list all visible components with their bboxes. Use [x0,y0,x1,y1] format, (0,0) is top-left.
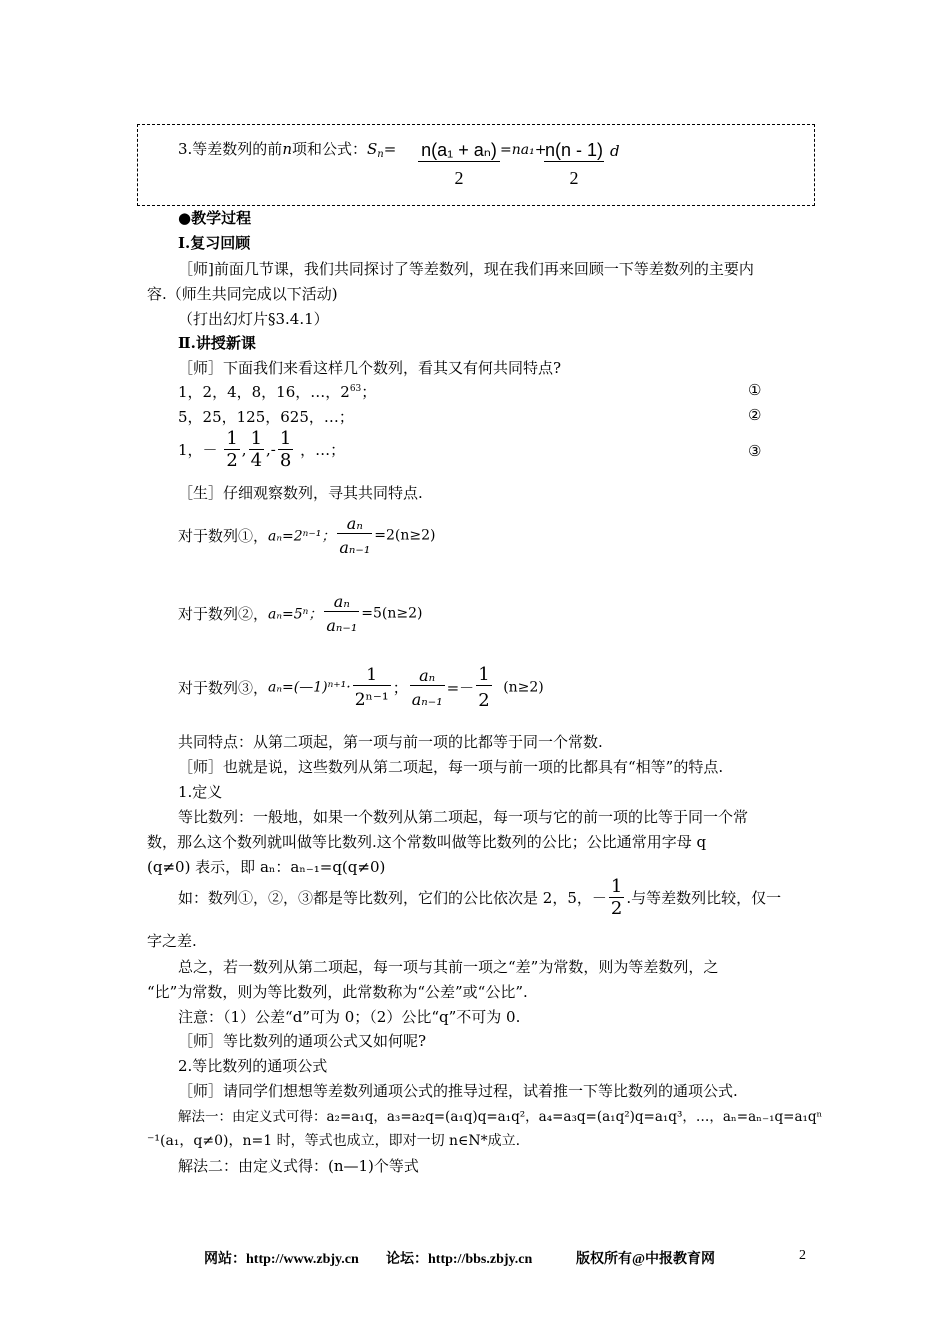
obs3-den: aₙ₋₁ [411,690,443,709]
example-line [178,876,781,919]
obs2-post: =5(n≥2) [361,605,423,622]
obs3-num: aₙ [410,666,445,686]
example-frac-den: 2 [610,898,623,919]
obs3-ratio [410,666,445,709]
obs3-fn: 1 [478,664,490,685]
seq1-exp: 63 [349,384,362,394]
solution-1-line-2: ⁻¹(a₁，q≠0)，n=1 时，等式也成立，即对一切 n∈N*成立. [147,1133,521,1149]
obs3-frac2 [476,664,491,711]
seq3-frac3 [278,428,293,471]
seq3-f2-num: 1 [250,428,263,449]
general-term-title: 2.等比数列的通项公式 [178,1057,328,1075]
example-text-b: .与等差数列比较，仅一 [626,889,782,907]
formula-label: 3.等差数列的前 [178,140,283,158]
formula-d: d [610,142,620,160]
footer-forum: 论坛：http://bbs.zbjy.cn [386,1252,533,1267]
seq3-f3-den: 8 [279,450,292,471]
seq3-f3-num: 1 [279,428,292,449]
observation-3 [178,664,544,711]
summary-p2: “比”为常数，则为等比数列，此常数称为“公差”或“公比”. [147,983,528,1001]
obs3-fd: 2 [478,690,490,711]
obs3-f1-den: 2ⁿ⁻¹ [354,690,389,710]
formula-eq: = [383,140,397,158]
obs2-formula: aₙ=5ⁿ； [268,606,323,623]
obs2-pre: 对于数列②， [178,605,269,623]
definition-p2: 数，那么这个数列就叫做等比数列.这个常数叫做等比数列的公比；公比通常用字母 q [147,833,707,851]
formula-S: S [367,140,378,158]
formula-n: n [282,140,292,158]
observation-1 [178,514,435,557]
solution-2: 解法二：由定义式得：(n—1)个等式 [178,1157,419,1175]
obs1-num: aₙ [337,514,372,534]
teacher-question-3: ［师］等比数列的通项公式又如何呢? [178,1032,427,1050]
obs3-frac1 [353,665,391,710]
heading-process: ●教学过程 [178,209,252,227]
obs3-f1-num: 1 [353,665,391,686]
footer-site: 网站：http://www.zbjy.cn [204,1252,359,1267]
example-line-2: 字之差. [147,932,197,950]
seq1-end: ； [361,383,377,401]
observation-2 [178,592,422,635]
formula-frac2 [544,140,604,189]
seq3-f1-den: 2 [226,450,238,471]
obs2-num: aₙ [324,592,359,612]
obs2-den: aₙ₋₁ [326,616,358,635]
sequence-3: 1，－ $\frac{1}{2}$ , $\frac{1}{4}$ ,- $\frac{1}{8}$ ，…； [178,428,346,471]
page-number: 2 [799,1248,806,1263]
marker-2: ② [748,406,762,424]
seq3-frac2 [249,428,264,471]
example-frac [609,876,624,919]
student-observation: ［生］仔细观察数列，寻其共同特点. [178,484,423,502]
footer-copyright: 版权所有@中报教育网 [576,1252,716,1267]
formula-frac2-num: n(n - 1) [544,140,604,160]
sum-formula-line [178,138,396,160]
formula-mid: =na₁+ [500,142,547,158]
review-p2: 容.（师生共同完成以下活动) [147,285,338,303]
teacher-question: ［师］下面我们来看这样几个数列，看其又有何共同特点? [178,359,562,377]
formula-Sn: n [377,149,384,160]
heading-new-lesson: Ⅱ.讲授新课 [178,334,256,352]
obs3-eq: =－ [446,679,475,697]
formula-frac2-den: 2 [569,168,579,188]
teacher-statement-4: ［师］请同学们想想等差数列通项公式的推导过程，试着推一下等比数列的通项公式. [178,1082,738,1100]
formula-label2: 项和公式： [291,140,367,158]
sequence-2: 5，25，125，625，…； [178,408,354,426]
definition-p3: (q≠0) 表示，即 aₙ：aₙ₋₁=q(q≠0) [147,858,386,876]
sequence-1 [178,381,376,402]
obs1-pre: 对于数列①， [178,527,269,545]
marker-3: ③ [748,442,762,460]
example-frac-num: 1 [610,876,623,897]
seq3-end: ，…； [300,441,346,459]
obs3-pre: 对于数列③， [178,679,269,697]
review-p3: （打出幻灯片§3.4.1） [178,310,329,328]
obs2-ratio [324,592,359,635]
review-p1: ［师]前面几节课，我们共同探讨了等差数列，现在我们再来回顾一下等差数列的主要内 [178,260,754,278]
seq3-f1-num: 1 [226,428,238,449]
marker-1: ① [748,381,762,399]
example-text-a: 如：数列①，②，③都是等比数列，它们的公比依次是 2，5，－ [178,889,607,907]
formula-frac1-num: n(a₁ + aₙ) [418,140,500,162]
definition-p1: 等比数列：一般地，如果一个数列从第二项起，每一项与它的前一项的比等于同一个常 [178,808,749,826]
seq1-text: 1，2，4，8，16，…，2 [178,383,350,401]
seq3-frac1 [224,428,239,471]
seq3-start: 1，－ [178,441,218,459]
obs1-ratio [337,514,372,557]
obs3-formula: aₙ=(—1)ⁿ⁺¹· [268,679,351,696]
teacher-statement-2: ［师］也就是说，这些数列从第二项起，每一项与前一项的比都具有“相等”的特点. [178,758,724,776]
heading-review: Ⅰ.复习回顾 [178,234,251,252]
common-feature: 共同特点：从第二项起，第一项与前一项的比都等于同一个常数. [178,733,603,751]
formula-frac1 [418,140,500,189]
obs3-post: (n≥2) [503,679,544,696]
summary-p1: 总之，若一数列从第二项起，每一项与其前一项之“差”为常数，则为等差数列，之 [178,958,719,976]
obs1-post: =2(n≥2) [374,527,436,544]
obs1-den: aₙ₋₁ [339,538,371,557]
obs1-formula: aₙ=2ⁿ⁻¹； [268,528,336,545]
definition-title: 1.定义 [178,783,223,801]
solution-1-line-1: 解法一：由定义式可得：a₂=a₁q，a₃=a₂q=(a₁q)q=a₁q²，a₄=a₃q=(a₁q²)q=a₁q³，…，aₙ=aₙ₋₁q=a₁qⁿ [178,1109,823,1125]
obs3-semi: ； [392,679,408,697]
note-line: 注意：（1）公差“d”可为 0；（2）公比“q”不可为 0. [178,1008,521,1026]
formula-frac1-den: 2 [454,168,464,188]
seq3-f2-den: 4 [250,450,263,471]
